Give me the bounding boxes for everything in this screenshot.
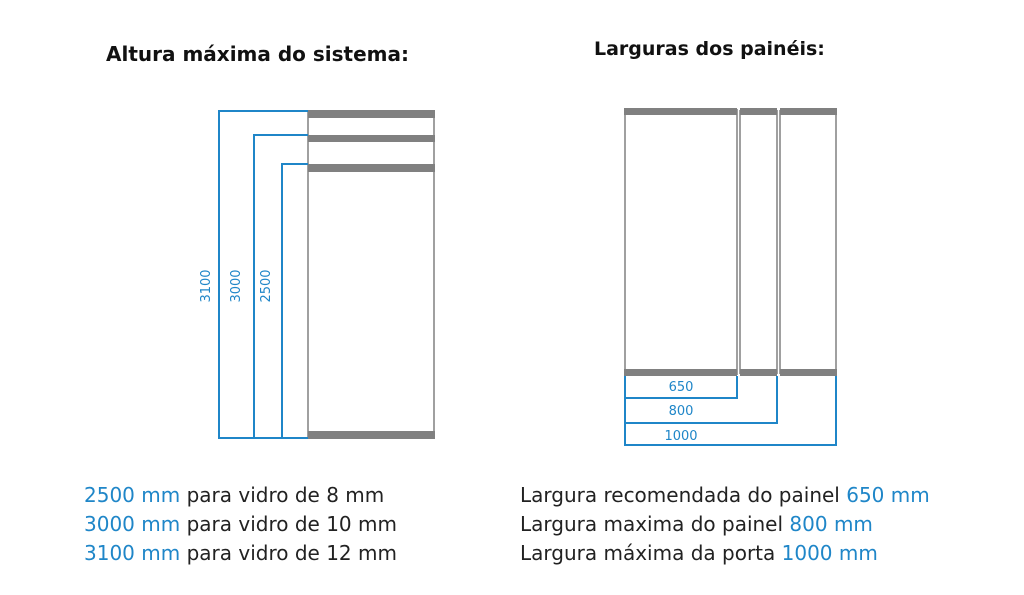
bottom-rail-2 — [740, 369, 777, 376]
panel-outline — [308, 112, 434, 438]
height-legend-item — [84, 539, 397, 568]
top-rail-3 — [780, 108, 837, 115]
rail-2500 — [308, 164, 435, 172]
bracket-2500 — [282, 164, 308, 438]
width-legend-item — [520, 481, 930, 510]
rail-3000 — [308, 135, 435, 142]
height-description: para vidro de 10 mm — [180, 512, 397, 536]
height-diagram — [199, 110, 435, 439]
top-rail-2 — [740, 108, 777, 115]
height-description: para vidro de 8 mm — [180, 483, 385, 507]
width-legend-item — [520, 539, 930, 568]
dim-label-2500: 2500 — [259, 269, 274, 303]
height-value: 3000 mm — [84, 512, 181, 536]
bottom-rail-3 — [780, 369, 837, 376]
dim-label-650: 650 — [668, 380, 694, 395]
width-value: 650 mm — [846, 483, 930, 507]
bottom-rail-1 — [624, 369, 737, 376]
dim-label-1000: 1000 — [664, 429, 698, 444]
width-description: Largura recomendada do painel — [520, 483, 847, 507]
dim-label-3000: 3000 — [229, 269, 244, 303]
panel-1-outline — [625, 110, 737, 374]
bracket-800 — [625, 376, 777, 423]
width-diagram — [624, 108, 837, 445]
width-value: 800 mm — [789, 512, 873, 536]
top-rail-1 — [624, 108, 737, 115]
height-description: para vidro de 12 mm — [180, 541, 397, 565]
width-legend-item — [520, 510, 930, 539]
dim-label-800: 800 — [668, 404, 694, 419]
width-description: Largura maxima do painel — [520, 512, 790, 536]
width-section-title: Larguras dos painéis: — [594, 38, 825, 60]
height-value: 3100 mm — [84, 541, 181, 565]
rail-3100 — [308, 110, 435, 118]
width-value: 1000 mm — [781, 541, 878, 565]
width-legend — [520, 481, 930, 568]
bottom-rail — [308, 431, 435, 439]
dim-label-3100: 3100 — [199, 269, 214, 303]
bracket-1000 — [625, 376, 836, 445]
height-section-title: Altura máxima do sistema: — [106, 42, 409, 66]
width-description: Largura máxima da porta — [520, 541, 782, 565]
height-value: 2500 mm — [84, 483, 181, 507]
height-legend — [84, 481, 397, 568]
height-legend-item — [84, 481, 397, 510]
height-legend-item — [84, 510, 397, 539]
